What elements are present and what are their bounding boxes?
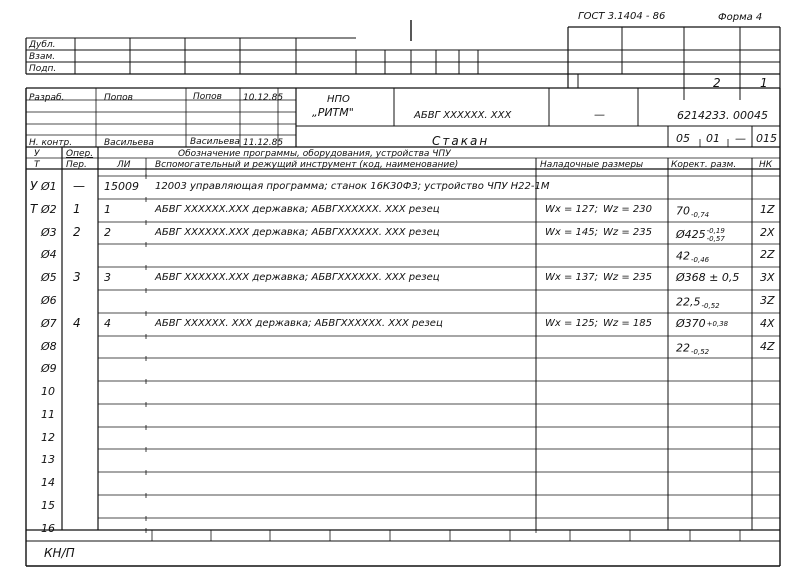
row-nk: 3X	[760, 271, 775, 284]
row-corr-lower-tolerance: -0,46	[691, 256, 710, 264]
row-corr-dimension	[676, 204, 709, 219]
row-tool-text: АБВГ XXXXXX.XXX державка; АБВГXXXXXX. XXX резец	[155, 227, 440, 238]
row-number: Ø7	[41, 317, 57, 330]
row-number: 10	[41, 385, 55, 398]
row-number: 15	[41, 499, 55, 512]
controller-date: 11.12.85	[243, 138, 284, 148]
n-kontr-label: Н. контр.	[29, 138, 73, 148]
row-number: Ø9	[41, 362, 57, 375]
developer-date: 10.12.85	[243, 93, 284, 103]
row-corr-value: Ø425	[676, 228, 706, 241]
row-corr-dimension	[676, 272, 739, 283]
row-corr-dimension	[676, 318, 728, 329]
row-wx: Wx = 137;	[545, 272, 598, 283]
razrab-label: Разраб.	[29, 93, 65, 103]
row-nk: 1Z	[760, 203, 775, 216]
row-mark: Т	[30, 202, 38, 216]
row-corr-value: Ø368 ± 0,5	[676, 271, 740, 284]
row-corr-lower-tolerance: -0,52	[701, 302, 720, 310]
row-wz: Wz = 235	[603, 272, 652, 283]
row-per: 1	[104, 203, 111, 216]
row-corr-dimension	[676, 341, 709, 356]
gost-label: ГОСТ 3.1404 - 86	[578, 11, 666, 22]
row-corr-upper-tolerance: -0,19	[706, 227, 725, 235]
row-corr-lower-tolerance: -0,57	[706, 235, 725, 243]
row-nk: 4Z	[760, 340, 775, 353]
row-number: 14	[41, 476, 55, 489]
row-wz: Wz = 185	[603, 318, 652, 329]
row-nk: 2Z	[760, 248, 775, 261]
row-nk: 2X	[760, 226, 775, 239]
row-corr-value: 42	[676, 249, 690, 263]
row-wz: Wz = 235	[603, 227, 652, 238]
kn-p-label: КН/П	[44, 546, 75, 560]
sheet-number: 1	[760, 76, 768, 90]
col-corr-dims: Корект. разм.	[671, 160, 737, 170]
row-corr-lower-tolerance: -0,52	[691, 348, 710, 356]
row-number: 11	[41, 408, 55, 421]
controller-signature: Васильева	[190, 137, 240, 147]
row-oper: 3	[73, 270, 81, 284]
row-oper: 1	[73, 202, 81, 216]
col-oper: Опер.	[66, 149, 94, 159]
row-oper: 4	[73, 316, 81, 330]
row-wz: Wz = 230	[603, 204, 652, 215]
row-corr-lower-tolerance: -0,74	[691, 211, 710, 219]
col-per: Пер.	[66, 160, 87, 170]
code-015: 015	[756, 132, 777, 145]
doc-code: АБВГ XXXXXX. XXX	[414, 110, 512, 121]
org-name-line1: НПО	[327, 94, 350, 105]
org-name-line2: „РИТМ"	[312, 106, 354, 119]
col-t: Т	[34, 160, 40, 170]
row-number: Ø1	[41, 180, 57, 193]
row-number: 16	[41, 522, 55, 535]
row-corr-dimension	[676, 249, 709, 264]
row-tool-text: АБВГ XXXXXX.XXX державка; АБВГXXXXXX. XXX резец	[155, 204, 440, 215]
row-nk: 3Z	[760, 294, 775, 307]
row-number: 13	[41, 453, 55, 466]
row-number: Ø3	[41, 226, 57, 239]
row-corr-dimension	[676, 227, 725, 243]
code-dash: —	[735, 132, 746, 145]
part-code: 6214233. 00045	[677, 109, 768, 122]
row-mark: У	[30, 179, 38, 193]
row-wx: Wx = 145;	[545, 227, 598, 238]
col-program-header: Обозначение программы, оборудования, устройства ЧПУ	[178, 149, 451, 159]
row-number: 12	[41, 431, 55, 444]
part-name: Стакан	[432, 134, 490, 148]
row-per: 3	[104, 271, 111, 284]
controller-name: Васильева	[104, 138, 154, 148]
code-05: 05	[676, 132, 690, 145]
sheet-total: 2	[713, 76, 721, 90]
row-oper: 2	[73, 225, 81, 239]
row-wx: Wx = 127;	[545, 204, 598, 215]
col-li: ЛИ	[117, 160, 131, 170]
row-corr-value: 70	[676, 204, 690, 218]
row-nk: 4X	[760, 317, 775, 330]
row-oper: —	[73, 179, 85, 193]
col-nk: НК	[759, 160, 773, 170]
col-u: У	[34, 149, 40, 159]
row-per: 2	[104, 226, 111, 239]
form-number: Форма 4	[718, 12, 763, 23]
row-tool-text: АБВГ XXXXXX. XXX державка; АБВГXXXXXX. XXX резец	[155, 318, 443, 329]
row-tool-text: 12003 управляющая программа; станок 16К30Ф3; устройство ЧПУ Н22-1М	[155, 181, 550, 192]
podp-label: Подп.	[29, 64, 57, 74]
row-per: 4	[104, 317, 111, 330]
dubl-label: Дубл.	[29, 40, 56, 50]
row-tool-text: АБВГ XXXXXX.XXX державка; АБВГXXXXXX. XXX резец	[155, 272, 440, 283]
row-number: Ø4	[41, 248, 57, 261]
row-per: 15009	[104, 180, 139, 193]
row-corr-value: Ø370	[676, 317, 706, 330]
col-tool-header: Вспомогательный и режущий инструмент (код, наименование)	[155, 160, 459, 170]
row-number: Ø5	[41, 271, 57, 284]
row-corr-value: 22,5	[676, 295, 701, 309]
row-corr-upper-tolerance: +0,38	[706, 320, 729, 328]
row-wx: Wx = 125;	[545, 318, 598, 329]
row-corr-value: 22	[676, 341, 690, 355]
developer-name: Попов	[104, 93, 133, 103]
row-number: Ø6	[41, 294, 57, 307]
developer-signature: Попов	[193, 92, 222, 102]
row-number: Ø8	[41, 340, 57, 353]
col-setup-dims: Наладочные размеры	[540, 160, 644, 170]
vzam-label: Взам.	[29, 52, 56, 62]
row-corr-dimension	[676, 295, 720, 310]
doc-dash: —	[594, 108, 605, 121]
row-number: Ø2	[41, 203, 57, 216]
code-01: 01	[706, 132, 720, 145]
